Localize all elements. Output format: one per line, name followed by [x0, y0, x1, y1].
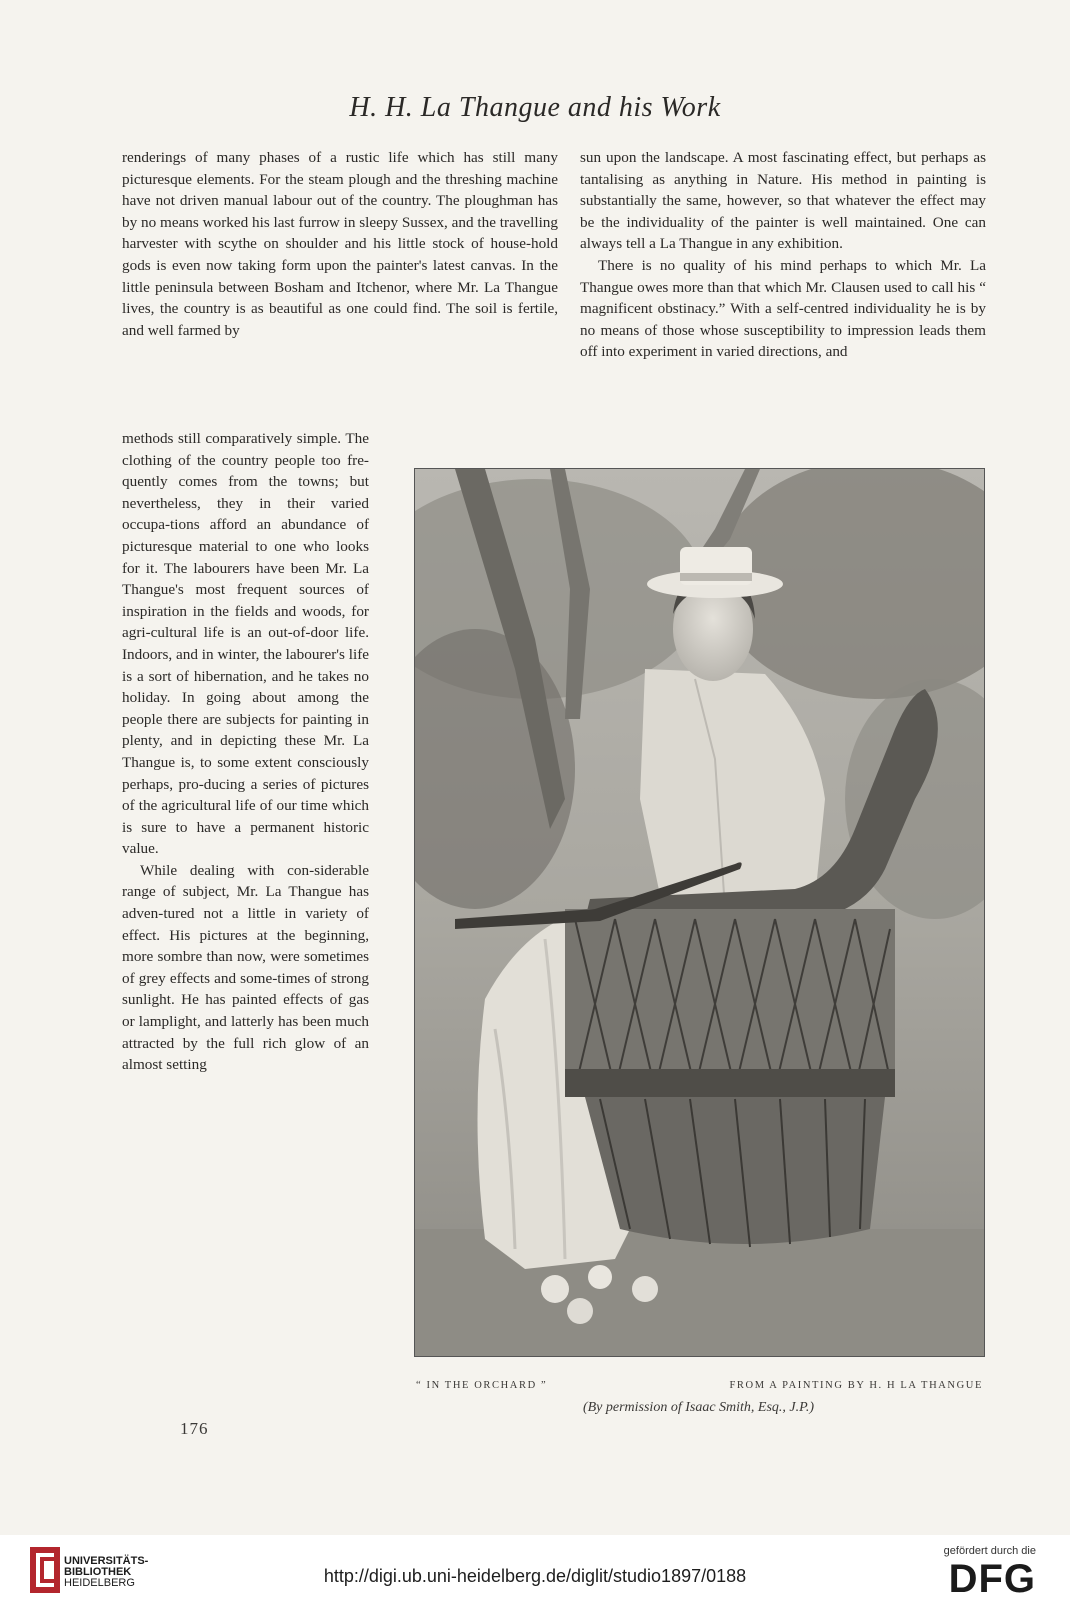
funder-label: gefördert durch die	[943, 1545, 1036, 1557]
left-column-narrow	[122, 428, 369, 1076]
paragraph: sun upon the landscape. A most fascinating effect, but perhaps as tantalising as anything in Nature. His method in painting is substantially the same, however, so that whatever the effect may be the individuality of the painter is well maintained. One can always tell a La Thangue in any exhibition.	[580, 149, 986, 253]
caption-credit: FROM A PAINTING BY H. H LA THANGUE	[729, 1380, 983, 1391]
permission-note: (By permission of Isaac Smith, Esq., J.P.)	[582, 1400, 815, 1415]
library-line: HEIDELBERG	[64, 1577, 135, 1589]
paragraph: methods still comparatively simple. The clothing of the country people too fre-quently comes from the towns; but nevertheless, they in their varied occupa-tions afford an abundance of picturesque material to one who looks for it. The labourers have been Mr. La Thangue's most frequent sources of inspiration in the fields and woods, for agri-cultural life is an out-of-door life. Indoors, and in winter, the labourer's life is a sort of hibernation, and he takes no holiday. In going about among the people there are subjects for painting in plenty, and in depicting these Mr. La Thangue is, to some extent consciously perhaps, pro-ducing a series of pictures of the agricultural life of our time which is sure to have a permanent historic value.	[122, 430, 369, 858]
library-line: UNIVERSITÄTS-	[64, 1555, 149, 1567]
digitization-footer	[0, 1535, 1070, 1610]
right-column	[580, 147, 986, 363]
dfg-logo-icon: DFG	[948, 1557, 1036, 1601]
library-line: BIBLIOTHEK	[64, 1566, 132, 1578]
left-column-top	[122, 147, 558, 341]
paragraph: renderings of many phases of a rustic life which has still many picturesque elements. For the steam plough and the threshing machine have not driven manual labour out of the country. The ploughman has by no means worked his last furrow in sleepy Sussex, and the travelling harvester with scythe on shoulder and his little stock of house-hold gods is even now taking form upon the painter's latest canvas. In the little peninsula between Bosham and Itchenor, where Mr. La Thangue lives, the country is as beautiful as one could find. The soil is fertile, and well farmed by	[122, 149, 558, 339]
painting-illustration	[415, 469, 984, 1356]
caption-title: “ IN THE ORCHARD ”	[416, 1380, 548, 1391]
paragraph: There is no quality of his mind perhaps to which Mr. La Thangue owes more than that which Mr. Clausen used to call his “ magnificent obstinacy.” With a self-centred individuality he is by no means of those whose susceptibility to impression leads them off into experiment in varied directions, and	[580, 256, 986, 361]
permalink-url[interactable]: http://digi.ub.uni-heidelberg.de/diglit/studio1897/0188	[323, 1566, 747, 1586]
funder-block	[886, 1545, 1036, 1601]
running-head: H. H. La Thangue and his Work	[349, 92, 721, 123]
page-number: 176	[180, 1419, 209, 1438]
paragraph: While dealing with con-siderable range of subject, Mr. La Thangue has adven-tured not a little in variety of effect. His pictures at the beginning, more sombre than now, were sometimes of grey effects and some-times of strong sunlight. He has painted effects of gas or lamplight, and latterly has been much attracted by the full rich glow of an almost setting	[122, 861, 369, 1074]
painting-plate	[414, 468, 985, 1357]
